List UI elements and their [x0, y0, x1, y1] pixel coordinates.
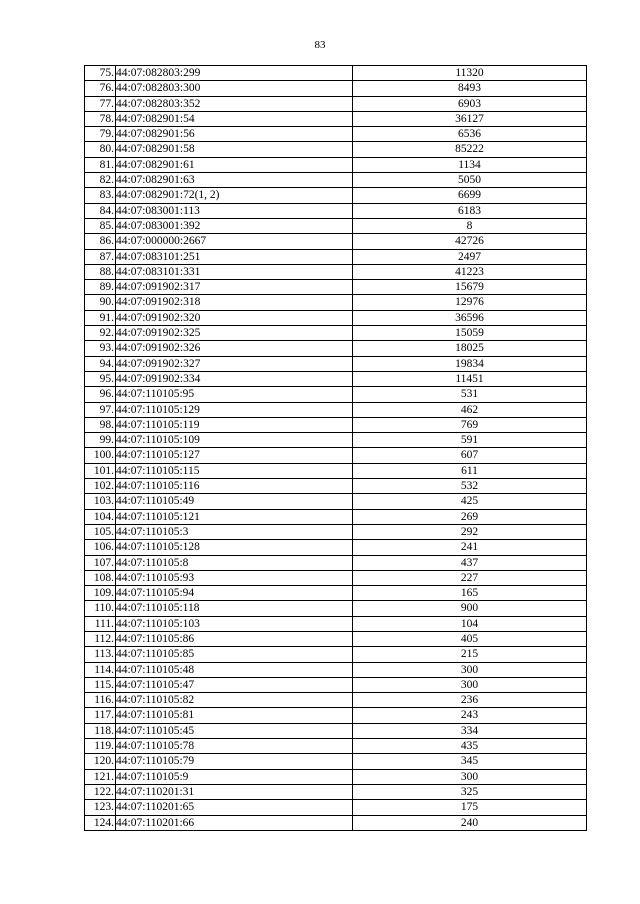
row-number: 121.	[85, 769, 116, 784]
cadastral-number: 44:07:110105:118	[116, 601, 353, 616]
table-row	[85, 218, 587, 233]
table-row	[85, 570, 587, 585]
row-number: 110.	[85, 601, 116, 616]
parcel-area: 769	[353, 417, 587, 432]
cadastral-number: 44:07:110105:47	[116, 677, 353, 692]
cadastral-number: 44:07:110105:82	[116, 693, 353, 708]
parcel-area: 532	[353, 479, 587, 494]
table-row	[85, 280, 587, 295]
table-row	[85, 295, 587, 310]
row-number: 94.	[85, 356, 116, 371]
cadastral-number: 44:07:091902:334	[116, 371, 353, 386]
table-row	[85, 723, 587, 738]
table-row	[85, 188, 587, 203]
cadastral-number: 44:07:082803:299	[116, 66, 353, 81]
table-row	[85, 402, 587, 417]
parcel-area: 175	[353, 800, 587, 815]
row-number: 99.	[85, 433, 116, 448]
table-row	[85, 249, 587, 264]
row-number: 98.	[85, 417, 116, 432]
parcel-area: 12976	[353, 295, 587, 310]
parcel-area: 42726	[353, 234, 587, 249]
row-number: 80.	[85, 142, 116, 157]
cadastral-number: 44:07:110105:3	[116, 524, 353, 539]
row-number: 103.	[85, 494, 116, 509]
table-row	[85, 479, 587, 494]
table-row	[85, 448, 587, 463]
table-row	[85, 815, 587, 830]
parcel-area: 6903	[353, 96, 587, 111]
cadastral-number: 44:07:110105:115	[116, 463, 353, 478]
row-number: 104.	[85, 509, 116, 524]
row-number: 84.	[85, 203, 116, 218]
table-row	[85, 524, 587, 539]
cadastral-number: 44:07:110105:49	[116, 494, 353, 509]
table-row	[85, 326, 587, 341]
table-body	[85, 66, 587, 831]
row-number: 102.	[85, 479, 116, 494]
row-number: 119.	[85, 739, 116, 754]
parcel-area: 425	[353, 494, 587, 509]
cadastral-number: 44:07:083101:331	[116, 264, 353, 279]
parcel-area: 240	[353, 815, 587, 830]
table-row	[85, 341, 587, 356]
row-number: 83.	[85, 188, 116, 203]
row-number: 107.	[85, 555, 116, 570]
page-number: 83	[314, 39, 326, 51]
parcel-area: 41223	[353, 264, 587, 279]
parcel-area: 85222	[353, 142, 587, 157]
parcel-area: 405	[353, 631, 587, 646]
cadastral-number: 44:07:110105:103	[116, 616, 353, 631]
table-row	[85, 662, 587, 677]
cadastral-number: 44:07:110105:94	[116, 586, 353, 601]
cadastral-number: 44:07:110105:116	[116, 479, 353, 494]
row-number: 97.	[85, 402, 116, 417]
parcel-area: 437	[353, 555, 587, 570]
cadastral-number: 44:07:000000:2667	[116, 234, 353, 249]
row-number: 78.	[85, 111, 116, 126]
cadastral-number: 44:07:110105:78	[116, 739, 353, 754]
parcel-area: 591	[353, 433, 587, 448]
parcel-area: 18025	[353, 341, 587, 356]
cadastral-number: 44:07:091902:320	[116, 310, 353, 325]
row-number: 91.	[85, 310, 116, 325]
parcel-area: 241	[353, 540, 587, 555]
row-number: 100.	[85, 448, 116, 463]
parcel-area: 607	[353, 448, 587, 463]
row-number: 118.	[85, 723, 116, 738]
parcel-area: 236	[353, 693, 587, 708]
table-row	[85, 264, 587, 279]
table-row	[85, 157, 587, 172]
row-number: 88.	[85, 264, 116, 279]
cadastral-number: 44:07:082901:63	[116, 173, 353, 188]
table-row	[85, 81, 587, 96]
cadastral-number: 44:07:091902:326	[116, 341, 353, 356]
cadastral-number: 44:07:110105:86	[116, 631, 353, 646]
parcel-area: 300	[353, 769, 587, 784]
cadastral-number: 44:07:110105:79	[116, 754, 353, 769]
parcel-area: 900	[353, 601, 587, 616]
cadastral-number: 44:07:082803:352	[116, 96, 353, 111]
row-number: 109.	[85, 586, 116, 601]
table-row	[85, 433, 587, 448]
table-row	[85, 494, 587, 509]
cadastral-number: 44:07:110105:128	[116, 540, 353, 555]
table-row	[85, 203, 587, 218]
table-row	[85, 769, 587, 784]
table-row	[85, 417, 587, 432]
table-row	[85, 142, 587, 157]
table-row	[85, 616, 587, 631]
table-row	[85, 693, 587, 708]
cadastral-number: 44:07:082901:58	[116, 142, 353, 157]
parcel-area: 36127	[353, 111, 587, 126]
table-row	[85, 555, 587, 570]
table-row	[85, 234, 587, 249]
parcel-area: 531	[353, 387, 587, 402]
cadastral-number: 44:07:082901:56	[116, 127, 353, 142]
parcel-area: 8	[353, 218, 587, 233]
row-number: 75.	[85, 66, 116, 81]
row-number: 77.	[85, 96, 116, 111]
parcel-area: 227	[353, 570, 587, 585]
table-row	[85, 356, 587, 371]
cadastral-number: 44:07:110201:66	[116, 815, 353, 830]
table-row	[85, 708, 587, 723]
row-number: 105.	[85, 524, 116, 539]
cadastral-number: 44:07:110105:109	[116, 433, 353, 448]
parcel-area: 292	[353, 524, 587, 539]
cadastral-number: 44:07:091902:318	[116, 295, 353, 310]
parcel-area: 11320	[353, 66, 587, 81]
parcel-area: 300	[353, 677, 587, 692]
parcel-area: 6536	[353, 127, 587, 142]
row-number: 86.	[85, 234, 116, 249]
cadastral-number: 44:07:083001:113	[116, 203, 353, 218]
cadastral-number: 44:07:082901:54	[116, 111, 353, 126]
row-number: 95.	[85, 371, 116, 386]
row-number: 92.	[85, 326, 116, 341]
cadastral-number: 44:07:091902:325	[116, 326, 353, 341]
row-number: 93.	[85, 341, 116, 356]
parcel-area: 36596	[353, 310, 587, 325]
row-number: 122.	[85, 784, 116, 799]
table-row	[85, 310, 587, 325]
table-row	[85, 371, 587, 386]
parcel-area: 462	[353, 402, 587, 417]
cadastral-number: 44:07:110105:8	[116, 555, 353, 570]
parcel-area: 300	[353, 662, 587, 677]
parcel-area: 269	[353, 509, 587, 524]
cadastral-number: 44:07:110105:121	[116, 509, 353, 524]
parcel-area: 2497	[353, 249, 587, 264]
parcel-area: 325	[353, 784, 587, 799]
parcel-area: 6183	[353, 203, 587, 218]
parcel-area: 11451	[353, 371, 587, 386]
table-row	[85, 754, 587, 769]
row-number: 87.	[85, 249, 116, 264]
table-row	[85, 631, 587, 646]
row-number: 96.	[85, 387, 116, 402]
parcel-area: 215	[353, 647, 587, 662]
parcel-area: 8493	[353, 81, 587, 96]
row-number: 108.	[85, 570, 116, 585]
row-number: 101.	[85, 463, 116, 478]
cadastral-number: 44:07:083101:251	[116, 249, 353, 264]
cadastral-number: 44:07:082901:61	[116, 157, 353, 172]
parcel-area: 435	[353, 739, 587, 754]
row-number: 85.	[85, 218, 116, 233]
row-number: 123.	[85, 800, 116, 815]
land-parcels-table	[84, 65, 587, 831]
cadastral-number: 44:07:091902:317	[116, 280, 353, 295]
row-number: 79.	[85, 127, 116, 142]
table-row	[85, 463, 587, 478]
parcel-area: 19834	[353, 356, 587, 371]
table-row	[85, 586, 587, 601]
parcel-area: 611	[353, 463, 587, 478]
row-number: 112.	[85, 631, 116, 646]
parcel-area: 15679	[353, 280, 587, 295]
parcel-area: 243	[353, 708, 587, 723]
row-number: 114.	[85, 662, 116, 677]
row-number: 82.	[85, 173, 116, 188]
row-number: 115.	[85, 677, 116, 692]
cadastral-number: 44:07:110201:31	[116, 784, 353, 799]
row-number: 120.	[85, 754, 116, 769]
row-number: 106.	[85, 540, 116, 555]
parcel-area: 345	[353, 754, 587, 769]
table-row	[85, 784, 587, 799]
table-row	[85, 800, 587, 815]
table-row	[85, 66, 587, 81]
table-row	[85, 96, 587, 111]
table-row	[85, 540, 587, 555]
row-number: 111.	[85, 616, 116, 631]
table-row	[85, 127, 587, 142]
row-number: 117.	[85, 708, 116, 723]
table-row	[85, 387, 587, 402]
cadastral-number: 44:07:110201:65	[116, 800, 353, 815]
table-row	[85, 677, 587, 692]
cadastral-number: 44:07:110105:129	[116, 402, 353, 417]
cadastral-number: 44:07:082803:300	[116, 81, 353, 96]
parcel-area: 104	[353, 616, 587, 631]
cadastral-number: 44:07:091902:327	[116, 356, 353, 371]
row-number: 116.	[85, 693, 116, 708]
cadastral-number: 44:07:110105:119	[116, 417, 353, 432]
row-number: 76.	[85, 81, 116, 96]
table-row	[85, 601, 587, 616]
row-number: 89.	[85, 280, 116, 295]
parcel-area: 6699	[353, 188, 587, 203]
cadastral-number: 44:07:110105:45	[116, 723, 353, 738]
table-row	[85, 647, 587, 662]
cadastral-number: 44:07:110105:48	[116, 662, 353, 677]
cadastral-number: 44:07:110105:81	[116, 708, 353, 723]
cadastral-number: 44:07:110105:127	[116, 448, 353, 463]
table-row	[85, 111, 587, 126]
cadastral-number: 44:07:082901:72(1, 2)	[116, 188, 353, 203]
cadastral-number: 44:07:110105:93	[116, 570, 353, 585]
parcel-area: 1134	[353, 157, 587, 172]
parcel-area: 5050	[353, 173, 587, 188]
cadastral-number: 44:07:110105:85	[116, 647, 353, 662]
parcel-area: 165	[353, 586, 587, 601]
table-row	[85, 739, 587, 754]
table-row	[85, 509, 587, 524]
row-number: 81.	[85, 157, 116, 172]
cadastral-number: 44:07:110105:95	[116, 387, 353, 402]
row-number: 124.	[85, 815, 116, 830]
parcel-area: 334	[353, 723, 587, 738]
row-number: 113.	[85, 647, 116, 662]
parcel-area: 15059	[353, 326, 587, 341]
cadastral-number: 44:07:110105:9	[116, 769, 353, 784]
cadastral-number: 44:07:083001:392	[116, 218, 353, 233]
row-number: 90.	[85, 295, 116, 310]
table-row	[85, 173, 587, 188]
